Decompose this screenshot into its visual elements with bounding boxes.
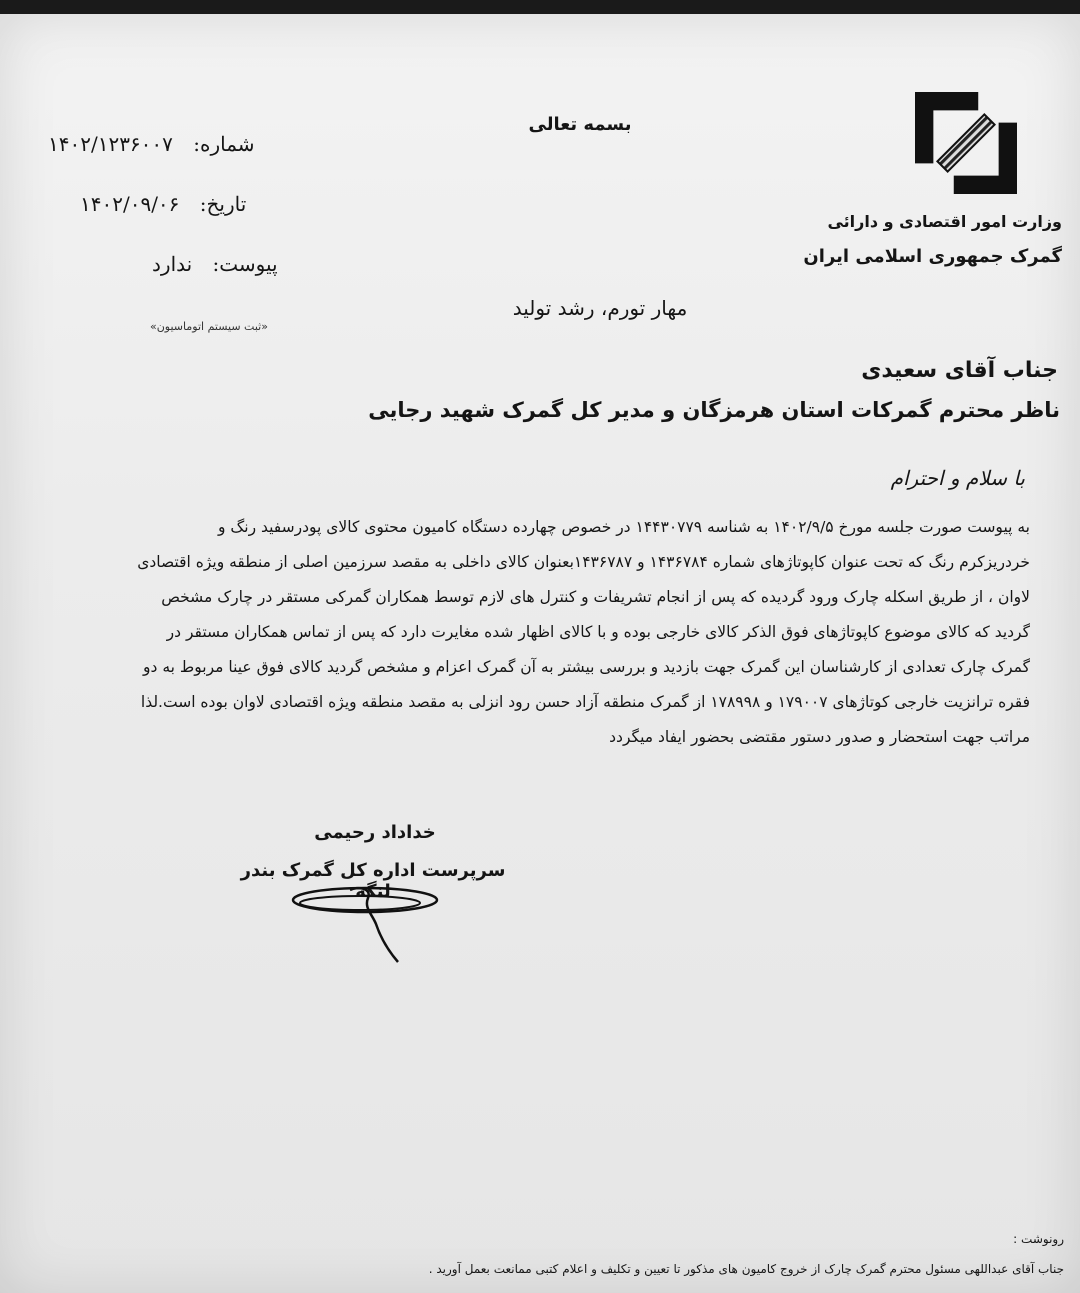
- body-line: فقره ترانزیت خارجی کوتاژهای ۱۷۹۰۰۷ و ۱۷۸۹۹۸ از گمرک منطقه آزاد حسن رود انزلی به مقصد منطقه ویژه اقتصادی لاوان بوده است.لذا: [140, 693, 1030, 711]
- body-line: لاوان ، از طریق اسکله چارک ورود گردیده که پس از انجام تشریفات و کنترل های لازم توسط همکاران گمرکی مستقر در چارک مشخص: [161, 588, 1030, 606]
- basmala: بسمه تعالی: [528, 114, 632, 135]
- customs-logo-icon: [915, 92, 1017, 194]
- letter-number: [48, 132, 255, 156]
- addressee-name: جناب آقای سعیدی: [861, 358, 1058, 383]
- body-line: خردریزکرم رنگ که تحت عنوان کاپوتاژهای شماره ۱۴۳۶۷۸۴ و ۱۴۳۶۷۸۷بعنوان کالای داخلی به مقصد سرزمین اصلی از منطقه ویژه اقتصادی: [137, 553, 1030, 571]
- letter-body: [95, 510, 1030, 755]
- signer-title: سرپرست اداره کل گمرک بندر لنگه: [240, 860, 506, 902]
- cc-text: جناب آقای عبداللهی مسئول محترم گمرک چارک از خروج کامیون های مذکور تا تعیین و تکلیف و اعلام کتبی ممانعت بعمل آورید .: [428, 1262, 1064, 1276]
- slogan: مهار تورم، رشد تولید: [512, 296, 688, 320]
- letter-date-value: ۱۴۰۲/۰۹/۰۶: [80, 192, 180, 216]
- letter-number-value: ۱۴۰۲/۱۲۳۶۰۰۷: [48, 132, 173, 156]
- system-note: «ثبت سیستم اتوماسیون»: [150, 320, 268, 333]
- body-line: به پیوست صورت جلسه مورخ ۱۴۰۲/۹/۵ به شناسه ۱۴۴۳۰۷۷۹ در خصوص چهارده دستگاه کامیون محتوی کالای پودرسفید رنگ و: [217, 518, 1030, 536]
- body-line: گردید که کالای موضوع کاپوتاژهای فوق الذکر کالای خارجی بوده و با کالای اظهار شده مغایرت دارد که پس از تماس همکاران مستقر در: [166, 623, 1030, 641]
- body-line: مراتب جهت استحضار و صدور دستور مقتضی بحضور ایفاد میگردد: [609, 728, 1030, 746]
- signature-icon: [280, 876, 450, 966]
- letter-attachment: [152, 252, 278, 276]
- body-line: گمرک چارک تعدادی از کارشناسان این گمرک جهت بازدید و بررسی بیشتر به آن گمرک اعزام و مشخص گردید کالای فوق عینا مربوط به دو: [143, 658, 1030, 676]
- letter-attachment-label: پیوست:: [212, 252, 278, 276]
- greeting-handwritten: با سلام و احترام: [890, 466, 1025, 490]
- letter-date-label: تاریخ:: [199, 192, 247, 216]
- customs-name: گمرک جمهوری اسلامی ایران: [803, 246, 1062, 267]
- signer-name: خداداد رحیمی: [314, 822, 436, 843]
- letter-page: [0, 14, 1080, 1293]
- ministry-name: وزارت امور اقتصادی و دارائی: [827, 212, 1062, 231]
- letter-date: [80, 192, 246, 216]
- cc-label: رونوشت :: [1013, 1232, 1064, 1246]
- letter-number-label: شماره:: [193, 132, 255, 156]
- addressee-title: ناظر محترم گمرکات استان هرمزگان و مدیر کل گمرک شهید رجایی: [368, 398, 1060, 422]
- letter-attachment-value: ندارد: [152, 252, 193, 276]
